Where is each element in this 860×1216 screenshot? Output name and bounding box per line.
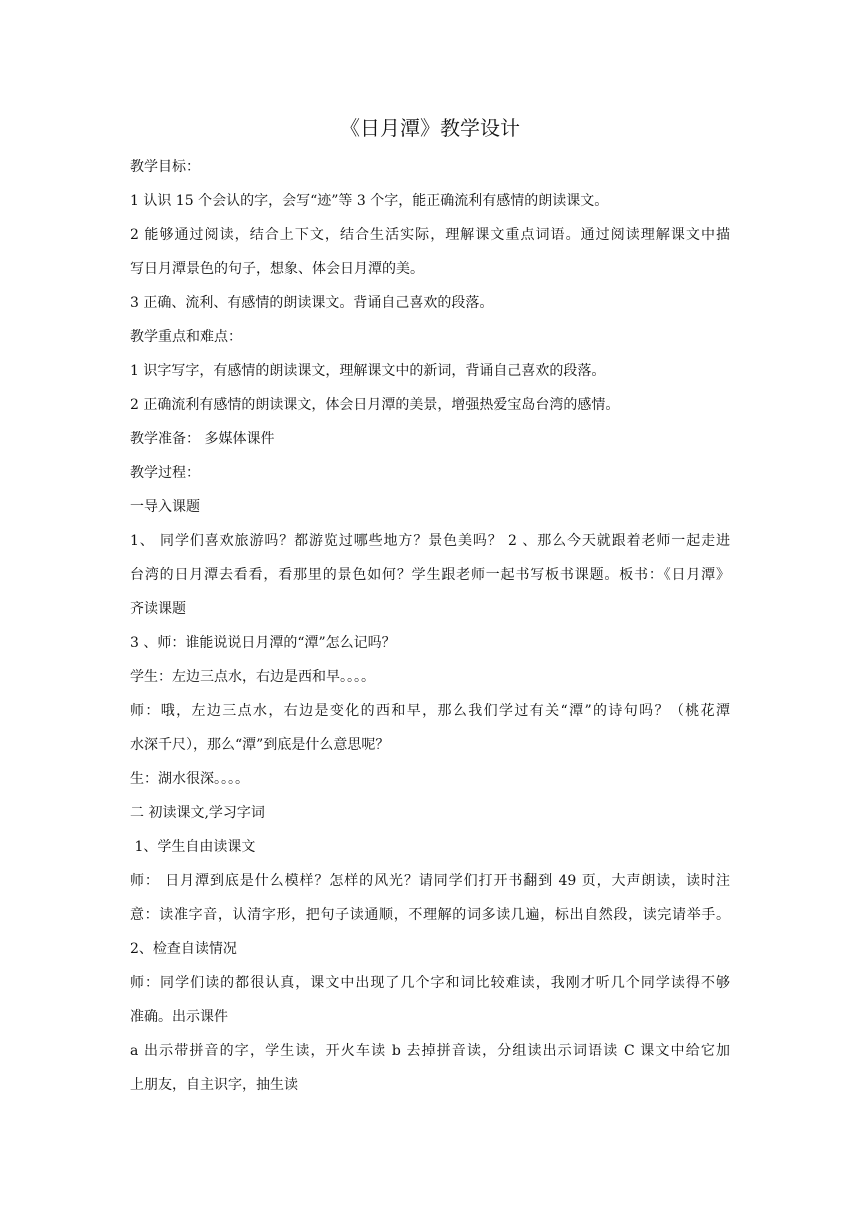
text-line: 教学目标： [130, 159, 200, 175]
text-line: 生：湖水很深。。。。 [130, 771, 249, 787]
paragraph [130, 422, 730, 456]
paragraph [130, 184, 730, 218]
text-line: 1、学生自由读课文 [130, 839, 256, 855]
paragraph [130, 218, 730, 286]
text-line: 上朋友，自主识字，抽生读 [130, 1077, 298, 1093]
text-line: 1 认识 15 个会认的字，会写“迹”等 3 个字，能正确流利有感情的朗读课文。 [130, 193, 609, 209]
text-line: 教学过程： [130, 465, 200, 481]
paragraph [130, 966, 730, 1034]
text-line: 2 能够通过阅读，结合上下文，结合生活实际，理解课文重点词语。通过阅读理解课文中描 [130, 227, 730, 243]
text-line: 齐读课题 [130, 601, 186, 617]
text-line: 教学准备： 多媒体课件 [130, 431, 275, 447]
text-line: a 出示带拼音的字，学生读，开火车读 b 去掉拼音读，分组读出示词语读 C 课文中给它加 [130, 1043, 730, 1059]
paragraph [130, 932, 730, 966]
text-line: 学生：左边三点水，右边是西和早。。。。 [130, 669, 375, 685]
paragraph [130, 490, 730, 524]
document-title: 《日月潭》教学设计 [340, 116, 520, 140]
text-line: 2、检查自读情况 [130, 941, 237, 957]
paragraph [130, 354, 730, 388]
text-line: 2 正确流利有感情的朗读课文，体会日月潭的美景，增强热爱宝岛台湾的感情。 [130, 397, 620, 413]
text-line: 水深千尺），那么“潭”到底是什么意思呢？ [130, 737, 390, 753]
paragraph [130, 388, 730, 422]
text-line: 1 识字写字，有感情的朗读课文，理解课文中的新词，背诵自己喜欢的段落。 [130, 363, 606, 379]
text-line: 一导入课题 [130, 499, 200, 515]
text-line: 意：读准字音，认清字形，把句子读通顺，不理解的词多读几遍，标出自然段，读完请举手。 [130, 907, 730, 923]
paragraph [130, 150, 730, 184]
paragraph [130, 626, 730, 660]
text-line: 3 、师：谁能说说日月潭的“潭”怎么记吗？ [130, 635, 396, 651]
text-line: 写日月潭景色的句子，想象、体会日月潭的美。 [130, 261, 424, 277]
paragraph [130, 694, 730, 762]
paragraph [130, 864, 730, 932]
text-line: 师：哦，左边三点水，右边是变化的西和早，那么我们学过有关“潭”的诗句吗？（桃花潭 [130, 703, 730, 719]
text-line: 准确。出示课件 [130, 1009, 228, 1025]
text-line: 1、 同学们喜欢旅游吗？都游览过哪些地方？景色美吗？ 2 、那么今天就跟着老师一起走进 [130, 533, 730, 549]
paragraph [130, 762, 730, 796]
text-line: 二 初读课文,学习字词 [130, 805, 265, 821]
paragraph [130, 660, 730, 694]
paragraph [130, 456, 730, 490]
paragraph [130, 524, 730, 626]
paragraph [130, 286, 730, 320]
paragraph [130, 1034, 730, 1102]
text-line: 教学重点和难点： [130, 329, 242, 345]
text-line: 台湾的日月潭去看看，看那里的景色如何？学生跟老师一起书写板书课题。板书：《日月潭》 [130, 567, 730, 583]
text-line: 师： 日月潭到底是什么模样？怎样的风光？请同学们打开书翻到 49 页，大声朗读，读时注 [130, 873, 730, 889]
paragraph [130, 320, 730, 354]
paragraph [130, 830, 730, 864]
paragraph [130, 796, 730, 830]
text-line: 3 正确、流利、有感情的朗读课文。背诵自己喜欢的段落。 [130, 295, 494, 311]
text-line: 师：同学们读的都很认真，课文中出现了几个字和词比较难读，我刚才听几个同学读得不够 [130, 975, 730, 991]
